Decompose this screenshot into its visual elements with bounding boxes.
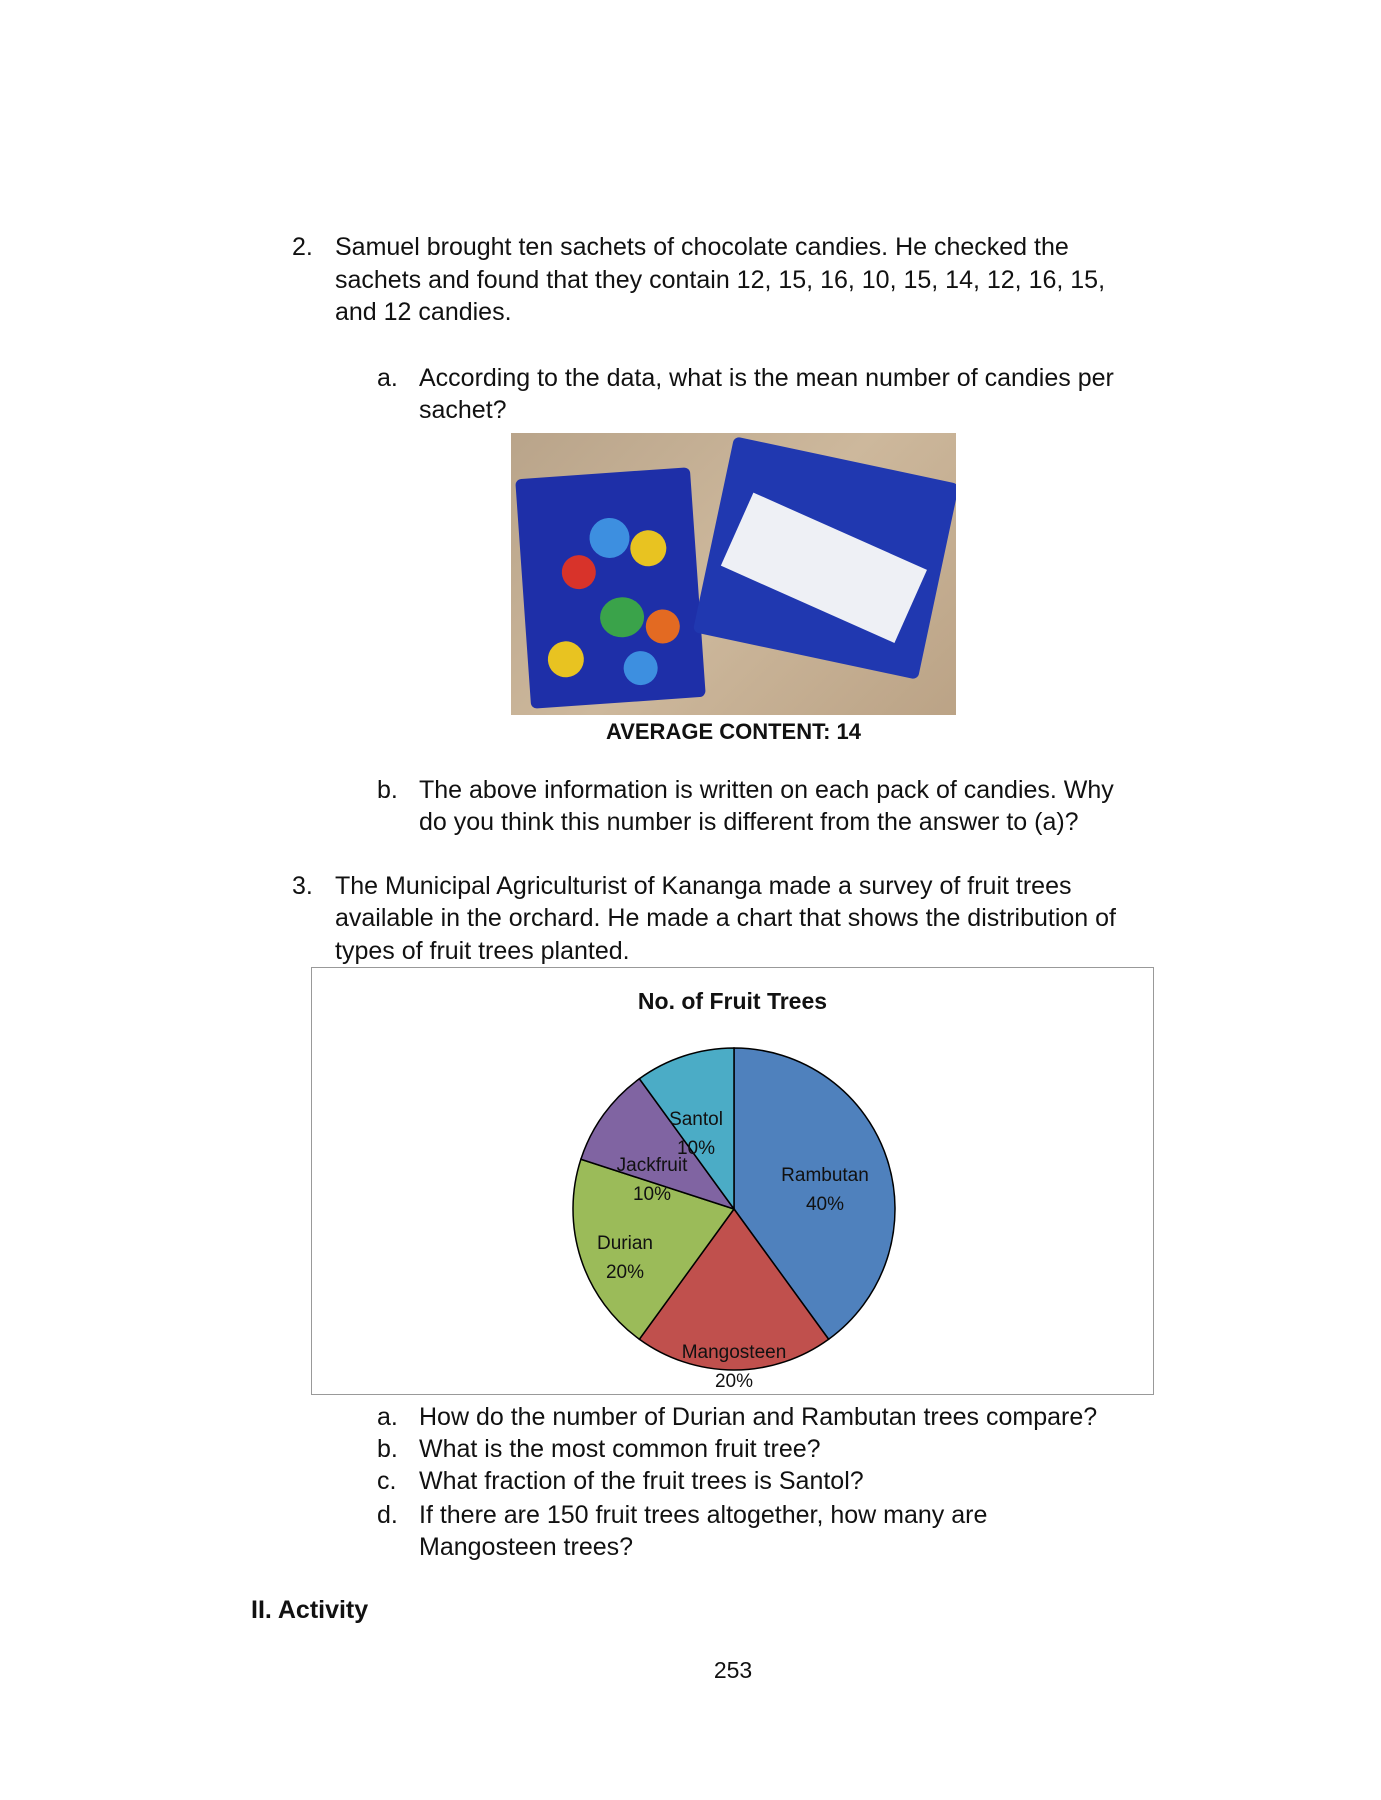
section-heading: II. Activity [251,1596,369,1624]
image-caption: AVERAGE CONTENT: 14 [605,719,862,744]
question-3d-letter: d. [377,1501,398,1529]
question-2b-letter: b. [377,776,398,804]
data-label-category: Jackfruit [616,1155,688,1176]
question-2-text-line: and 12 candies. [335,298,512,326]
data-label-category: Rambutan [781,1165,869,1186]
data-label-percent: 10% [632,1184,672,1205]
question-2-number: 2. [292,233,313,261]
question-3d-text-line: If there are 150 fruit trees altogether, how many are [419,1501,988,1529]
question-3b-text: What is the most common fruit tree? [419,1435,821,1463]
question-3c-letter: c. [377,1467,397,1495]
page-number: 253 [713,1657,753,1683]
question-2a-text-line: sachet? [419,396,507,424]
chart-title: No. of Fruit Trees [637,988,828,1014]
data-label-percent: 20% [714,1371,754,1392]
candy-sachet [693,436,956,679]
question-3-text-line: types of fruit trees planted. [335,937,630,965]
pie-chart [312,968,1155,1396]
data-label-category: Durian [597,1233,653,1254]
question-2a-text-line: According to the data, what is the mean number of candies per [419,364,1114,392]
data-label-percent: 10% [676,1138,716,1159]
question-2b-text-line: do you think this number is different from the answer to (a)? [419,808,1079,836]
data-label-percent: 40% [805,1194,845,1215]
data-label-percent: 20% [605,1262,645,1283]
pie-chart-frame [311,967,1154,1395]
question-2-text-line: sachets and found that they contain 12, 15, 16, 10, 15, 14, 12, 16, 15, [335,266,1106,294]
question-3a-letter: a. [377,1403,398,1431]
question-3b-letter: b. [377,1435,398,1463]
question-3d-text-line: Mangosteen trees? [419,1533,634,1561]
candy-sachets-photo [511,433,956,715]
question-2b-text-line: The above information is written on each pack of candies. Why [419,776,1114,804]
candy-sachet [515,467,706,709]
question-2a-letter: a. [377,364,398,392]
question-3-text-line: The Municipal Agriculturist of Kananga made a survey of fruit trees [335,872,1072,900]
question-2-text-line: Samuel brought ten sachets of chocolate candies. He checked the [335,233,1069,261]
question-3a-text: How do the number of Durian and Rambutan trees compare? [419,1403,1098,1431]
question-3c-text: What fraction of the fruit trees is Santol? [419,1467,864,1495]
data-label-category: Santol [669,1109,723,1130]
question-3-number: 3. [292,872,313,900]
question-3-text-line: available in the orchard. He made a chart that shows the distribution of [335,904,1116,932]
data-label-category: Mangosteen [681,1342,787,1363]
